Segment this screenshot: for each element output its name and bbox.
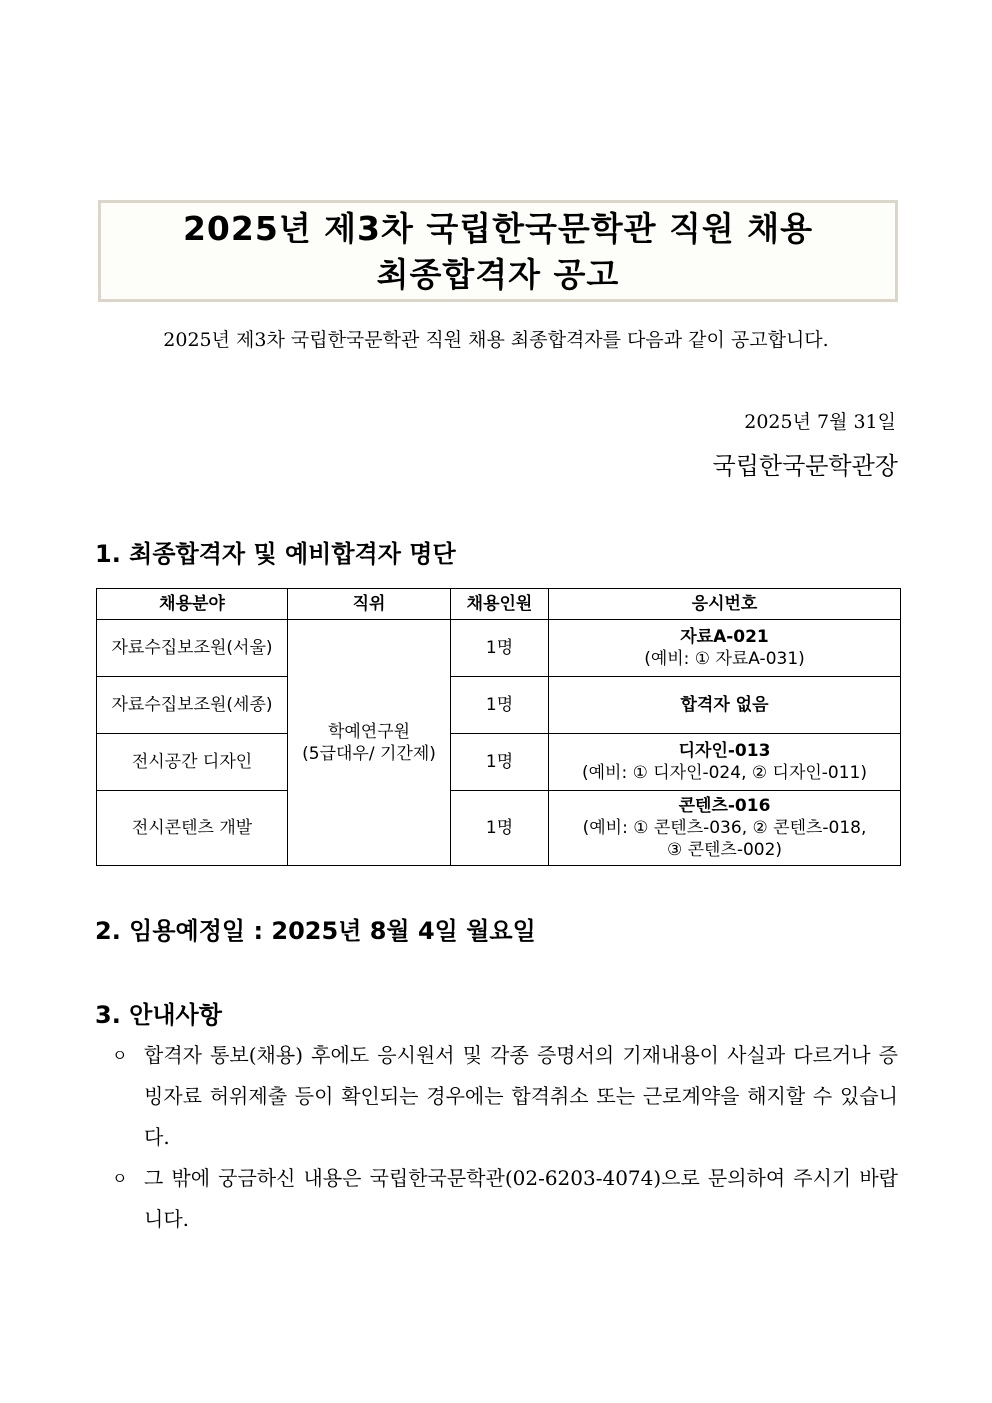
- field-cell: 전시공간 디자인: [97, 734, 288, 791]
- result-cell: [549, 734, 901, 791]
- list-item: [104, 1035, 898, 1158]
- reserve-applicants-continued: ③ 콘텐츠-002): [666, 840, 783, 860]
- table-row: [97, 620, 901, 677]
- roster-table: [96, 588, 901, 866]
- column-header-field: 채용분야: [97, 589, 288, 620]
- reserve-applicants: (예비: ① 콘텐츠-036, ② 콘텐츠-018,: [582, 818, 867, 838]
- position-detail: (5급대우/ 기간제): [302, 743, 436, 764]
- column-header-applicant-number: 응시번호: [549, 589, 901, 620]
- section3-heading: 3. 안내사항: [95, 1001, 222, 1029]
- headcount-cell: 1명: [451, 620, 549, 677]
- title-line-1: 2025년 제3차 국립한국문학관 직원 채용: [182, 209, 814, 248]
- result-cell: [549, 791, 901, 866]
- field-cell: 자료수집보조원(세종): [97, 677, 288, 734]
- headcount-cell: 1명: [451, 734, 549, 791]
- section2-heading: 2. 임용예정일 : 2025년 8월 4일 월요일: [95, 917, 536, 945]
- field-cell: 자료수집보조원(서울): [97, 620, 288, 677]
- notice-list: [104, 1035, 898, 1240]
- final-applicant-number: 디자인-013: [678, 741, 771, 761]
- list-item: [104, 1158, 898, 1240]
- final-applicant-number: 합격자 없음: [680, 695, 769, 715]
- headcount-cell: 1명: [451, 677, 549, 734]
- intro-text: 2025년 제3차 국립한국문학관 직원 채용 최종합격자를 다음과 같이 공고합니다.: [163, 329, 829, 351]
- position-title: 학예연구원: [327, 721, 411, 742]
- section1-heading: 1. 최종합격자 및 예비합격자 명단: [95, 540, 456, 568]
- column-header-headcount: 채용인원: [451, 589, 549, 620]
- table-header-row: [97, 589, 901, 620]
- table-row: [97, 791, 901, 866]
- result-cell: [549, 677, 901, 734]
- notice-date: 2025년 7월 31일: [744, 411, 896, 433]
- notice-text: 합격자 통보(채용) 후에도 응시원서 및 각종 증명서의 기재내용이 사실과 다르거나 증빙자료 허위제출 등이 확인되는 경우에는 합격취소 또는 근로계약을 해지할 수 있습니다.: [144, 1043, 898, 1149]
- bullet-marker: ㅇ: [112, 1169, 128, 1188]
- table-row: [97, 677, 901, 734]
- column-header-position: 직위: [288, 589, 451, 620]
- notice-text: 그 밖에 궁금하신 내용은 국립한국문학관(02-6203-4074)으로 문의하여 주시기 바랍니다.: [144, 1166, 898, 1231]
- field-cell: 전시콘텐츠 개발: [97, 791, 288, 866]
- bullet-marker: ㅇ: [112, 1046, 128, 1065]
- reserve-applicants: (예비: ① 디자인-024, ② 디자인-011): [581, 763, 868, 783]
- organization-signature: 국립한국문학관장: [712, 452, 898, 480]
- title-line-2: 최종합격자 공고: [376, 255, 620, 294]
- title-box: [98, 200, 898, 302]
- reserve-applicants: (예비: ① 자료A-031): [644, 649, 805, 669]
- result-cell: [549, 620, 901, 677]
- final-applicant-number: 콘텐츠-016: [678, 796, 771, 816]
- final-applicant-number: 자료A-021: [680, 627, 769, 647]
- headcount-cell: 1명: [451, 791, 549, 866]
- position-cell: [288, 620, 451, 866]
- table-row: [97, 734, 901, 791]
